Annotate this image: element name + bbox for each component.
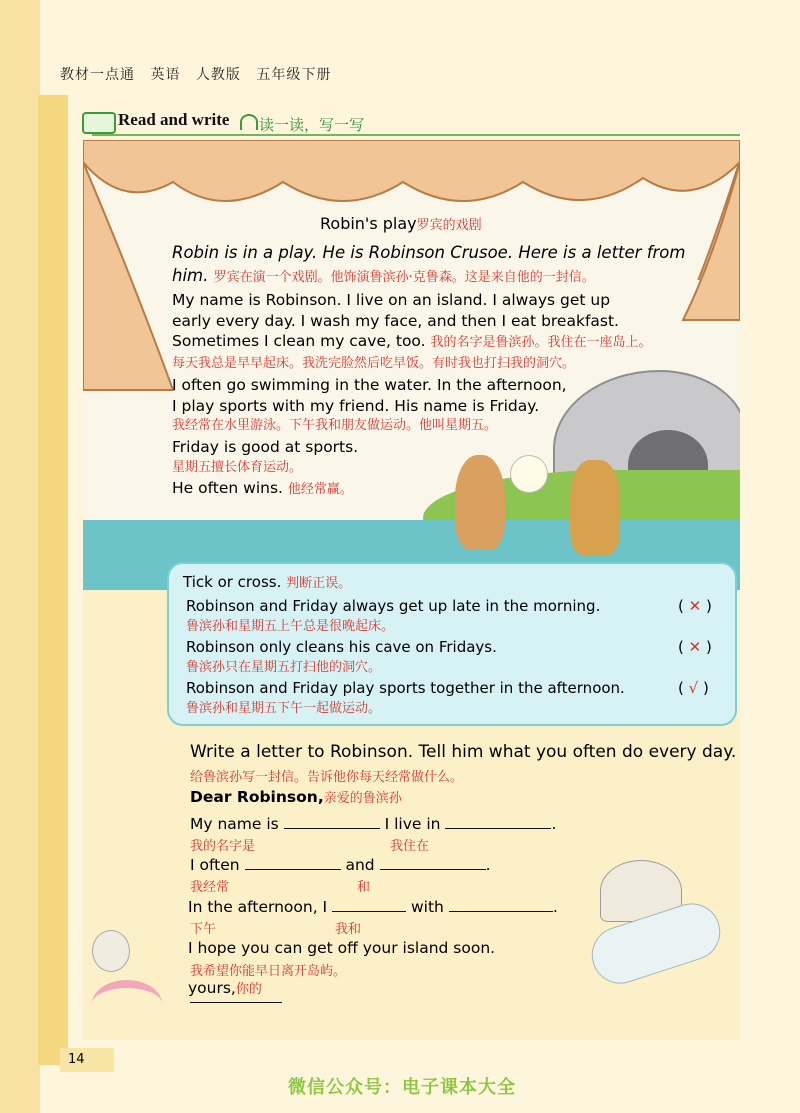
signoff-cn: 你的 [235, 982, 262, 997]
letter-line-cn: 我的名字是鲁滨孙。我住在一座岛上。 [430, 335, 652, 351]
section-title: Read and write [118, 110, 230, 129]
cn-gloss-text: 下午 [190, 922, 217, 937]
tick-item-cn: 鲁滨孙和星期五上午总是很晚起床。 [186, 619, 395, 634]
tick-item-cn: 鲁滨孙只在星期五打扫他的洞穴。 [186, 660, 382, 675]
tick-title-cn: 判断正误。 [286, 576, 352, 591]
cn-gloss-text: 我住在 [390, 839, 430, 854]
fill-line-1 [190, 815, 556, 833]
intro-line: Robin is in a play. He is Robinson Crusoe. Here is a letter from [172, 243, 686, 262]
header-part: 英语 [150, 67, 181, 83]
fill-prompt: I often [190, 856, 240, 874]
activity-blank[interactable] [245, 857, 341, 870]
letter-line: early every day. I wash my face, and then I eat breakfast. [172, 311, 619, 330]
header-part: 五年级下册 [256, 67, 332, 83]
header-part: 人教版 [195, 67, 241, 83]
intro-line [172, 264, 732, 289]
fill-line-3 [188, 898, 558, 916]
activity-blank[interactable] [332, 899, 406, 912]
place-blank[interactable] [445, 816, 551, 829]
letter-line: My name is Robinson. I live on an island. I always get up [172, 291, 611, 309]
tick-item [186, 679, 625, 716]
fill-prompt: In the afternoon, I [188, 898, 328, 916]
letter-line: I often go swimming in the water. In the afternoon, [172, 375, 567, 394]
intro-line-end: him. [172, 266, 209, 285]
cn-gloss-text: 我的名字是 [190, 839, 256, 854]
fill-line-2 [190, 856, 491, 874]
cn-gloss [190, 835, 255, 854]
play-title [320, 214, 482, 233]
tick-item [186, 597, 600, 634]
intro-cn: 罗宾在演一个戏剧。他饰演鲁滨孙·克鲁森。这是来自他的一封信。 [213, 270, 595, 285]
play-intro [172, 241, 732, 289]
shell-illustration [92, 930, 130, 972]
sentence-end: . [551, 815, 557, 833]
greeting-en: Dear Robinson, [190, 788, 324, 806]
cn-gloss-text: 我和 [335, 922, 362, 937]
write-task-title [190, 742, 736, 785]
page-left-strip [0, 0, 40, 1113]
cn-gloss [190, 918, 216, 937]
write-title-en: Write a letter to Robinson. Tell him what you often do every day. [190, 742, 737, 762]
book-header [60, 64, 341, 84]
fill-prompt: I live in [384, 815, 441, 833]
tick-mark: √ [688, 679, 699, 697]
robinson-letter [172, 290, 672, 501]
cn-gloss-text: 和 [357, 880, 371, 895]
footer-watermark: 微信公众号：电子课本大全 [288, 1077, 516, 1098]
letter-line-en: Sometimes I clean my cave, too. [172, 332, 426, 351]
tick-item-en: Robinson only cleans his cave on Fridays. [186, 638, 497, 656]
tick-item-en: Robinson and Friday play sports together in the afternoon. [186, 679, 625, 697]
answer-mark[interactable]: ( ✕ ) [678, 638, 712, 656]
greeting-cn: 亲爱的鲁滨孙 [323, 791, 402, 806]
fill-prompt: My name is [190, 815, 279, 833]
tick-item-en: Robinson and Friday always get up late in the morning. [186, 597, 601, 615]
letter-line-cn: 我经常在水里游泳。下午我和朋友做运动。他叫星期五。 [172, 418, 498, 434]
sentence-end: . [552, 898, 558, 916]
letter-line-cn: 每天我总是早早起床。我洗完脸然后吃早饭。有时我也打扫我的洞穴。 [172, 356, 576, 372]
letter-line-en: He often wins. [172, 479, 283, 498]
letter-line: Friday is good at sports. [172, 437, 359, 456]
coral-illustration [92, 980, 162, 1028]
answer-mark[interactable]: ( √ ) [678, 679, 709, 697]
cn-gloss [357, 876, 370, 895]
section-divider [92, 134, 740, 136]
letter-line [172, 331, 672, 354]
header-part: 教材一点通 [60, 67, 135, 83]
fill-prompt: with [411, 898, 444, 916]
cross-mark: ✕ [688, 597, 702, 615]
sentence-end: . [485, 856, 491, 874]
play-title-en: Robin's play [320, 214, 417, 233]
cn-gloss [190, 876, 229, 895]
write-title-cn: 给鲁滨孙写一封信。告诉他你每天经常做什么。 [190, 770, 464, 785]
closing-sentence: I hope you can get off your island soon. [188, 939, 496, 957]
signature-blank[interactable] [190, 1002, 282, 1003]
book-icon [82, 112, 116, 134]
cross-mark: ✕ [688, 638, 702, 656]
answer-mark[interactable]: ( ✕ ) [678, 597, 712, 615]
letter-greeting [190, 787, 402, 806]
letter-line: I play sports with my friend. His name is Friday. [172, 396, 540, 415]
tick-title [183, 572, 351, 591]
name-blank[interactable] [284, 816, 380, 829]
headphone-icon[interactable] [240, 114, 258, 130]
letter-line-cn: 星期五擅长体育运动。 [172, 459, 303, 475]
cn-gloss-text: 我经常 [190, 880, 230, 895]
tick-title-en: Tick or cross. [183, 573, 282, 591]
closing-sentence-cn: 我希望你能早日离开岛屿。 [190, 964, 347, 979]
letter-line-cn: 他经常赢。 [287, 482, 353, 498]
cn-gloss [390, 835, 429, 854]
letter-line [172, 478, 672, 501]
signoff [188, 978, 262, 997]
decorative-wave-border [38, 95, 68, 1065]
section-subtitle: 读一读，写一写 [259, 116, 365, 134]
friend-blank[interactable] [449, 899, 553, 912]
activity-blank[interactable] [380, 857, 486, 870]
tick-item-cn: 鲁滨孙和星期五下午一起做运动。 [186, 701, 382, 716]
page-number: 14 [60, 1048, 114, 1072]
fill-prompt: and [345, 856, 375, 874]
signoff-en: yours, [188, 979, 236, 997]
cn-gloss [335, 918, 361, 937]
play-title-cn: 罗宾的戏剧 [416, 218, 482, 233]
tick-item [186, 638, 497, 675]
